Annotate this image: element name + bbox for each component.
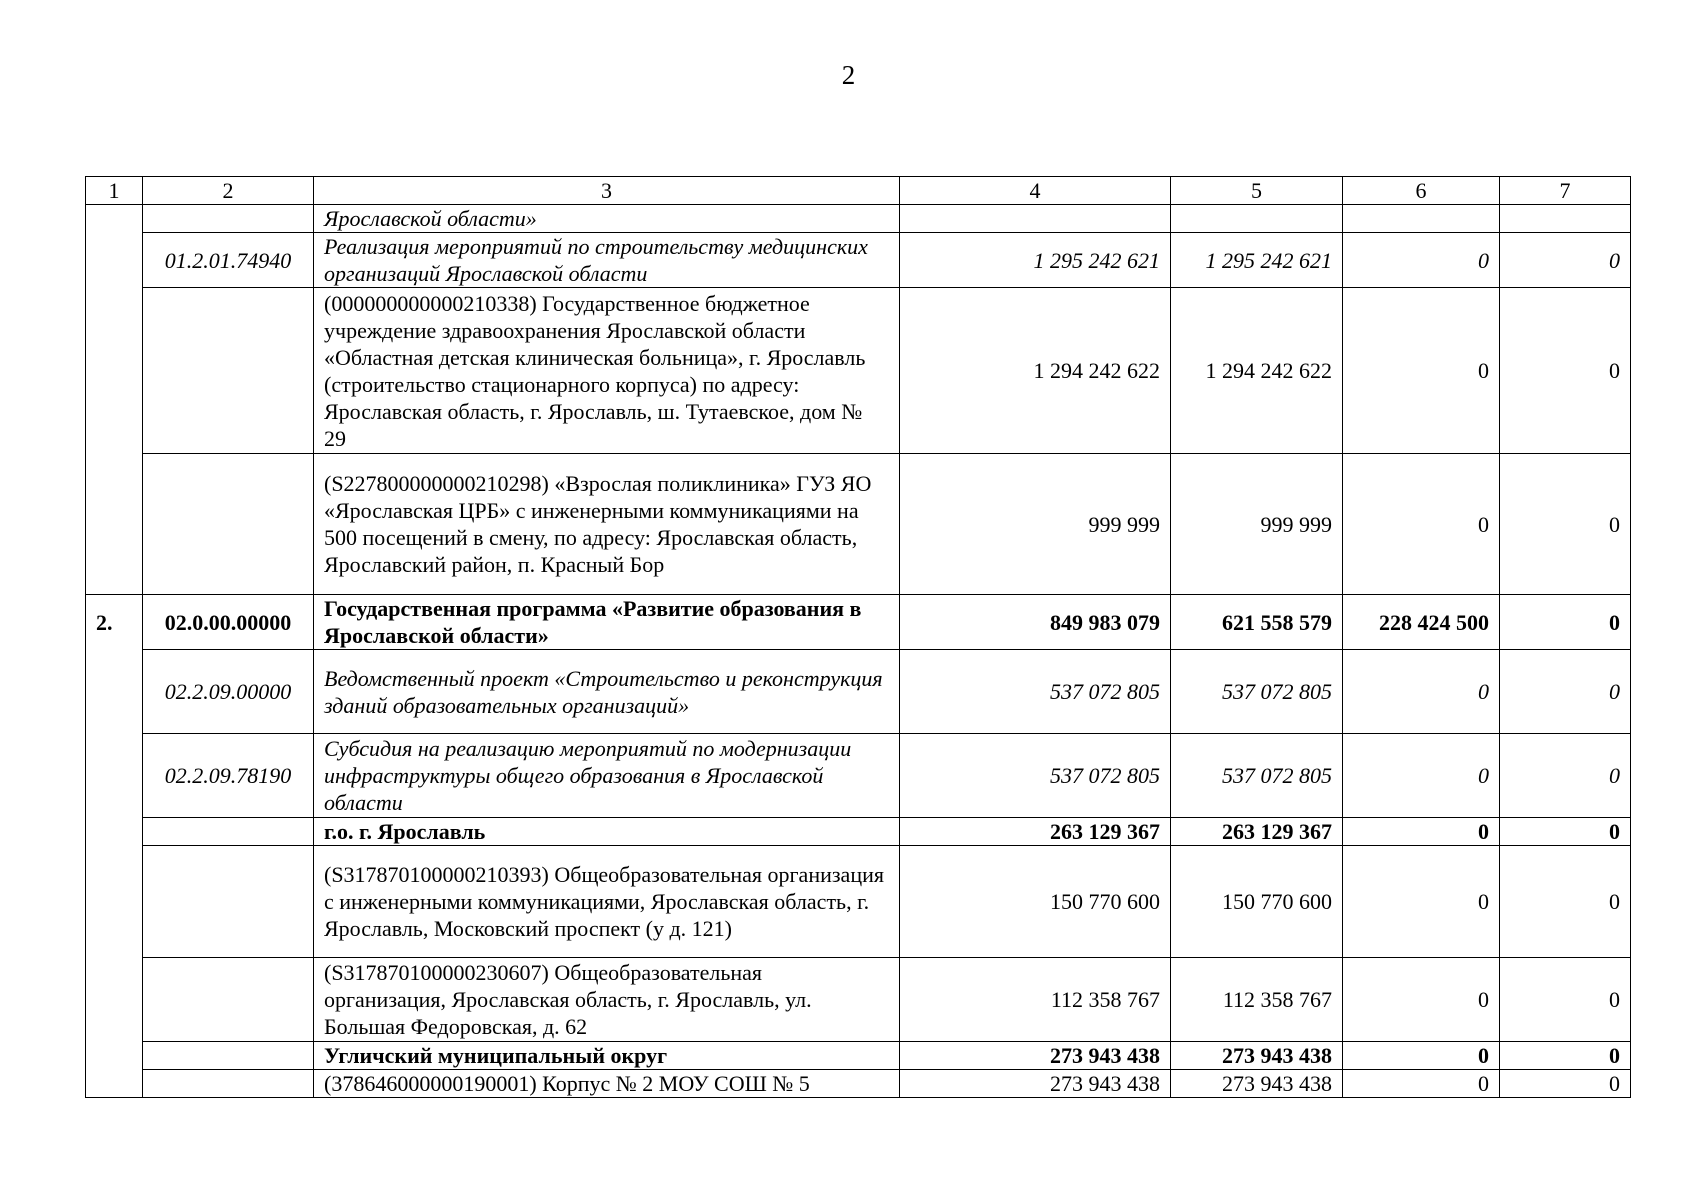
value-col6: 0 <box>1343 1042 1500 1070</box>
table-row <box>86 846 1631 958</box>
table-row <box>86 454 1631 595</box>
header-cell-3: 3 <box>314 177 900 205</box>
value-col5: 112 358 767 <box>1171 958 1343 1042</box>
value-col5: 537 072 805 <box>1171 734 1343 818</box>
value-col5: 273 943 438 <box>1171 1070 1343 1098</box>
value-col6 <box>1343 205 1500 233</box>
value-col5 <box>1171 205 1343 233</box>
table-row <box>86 734 1631 818</box>
row-number-cell <box>86 288 143 454</box>
code-cell <box>143 958 314 1042</box>
value-col5: 1 294 242 622 <box>1171 288 1343 454</box>
name-cell: (S317870100000210393) Общеобразовательная организация с инженерными коммуникациями, Ярославская область, г. Ярославль, Московский проспект (у д. 121) <box>314 846 900 958</box>
header-cell-4: 4 <box>900 177 1171 205</box>
code-cell <box>143 454 314 595</box>
value-col6: 0 <box>1343 288 1500 454</box>
code-cell <box>143 818 314 846</box>
table-row <box>86 205 1631 233</box>
table-row <box>86 1070 1631 1098</box>
value-col6: 0 <box>1343 958 1500 1042</box>
name-cell: (000000000000210338) Государственное бюджетное учреждение здравоохранения Ярославской области «Областная детская клиническая больница», г. Ярославль (строительство стационарного корпуса) по адресу: Ярославская область, г. Ярославль, ш. Тутаевское, дом № 29 <box>314 288 900 454</box>
budget-table <box>85 176 1631 1098</box>
value-col5: 999 999 <box>1171 454 1343 595</box>
value-col7 <box>1500 205 1631 233</box>
value-col7: 0 <box>1500 595 1631 650</box>
value-col5: 150 770 600 <box>1171 846 1343 958</box>
row-number-cell <box>86 1070 143 1098</box>
table-row <box>86 288 1631 454</box>
value-col7: 0 <box>1500 958 1631 1042</box>
row-number-cell <box>86 205 143 233</box>
code-cell: 01.2.01.74940 <box>143 233 314 288</box>
value-col4: 1 294 242 622 <box>900 288 1171 454</box>
header-cell-5: 5 <box>1171 177 1343 205</box>
name-cell: Субсидия на реализацию мероприятий по модернизации инфраструктуры общего образования в Ярославской области <box>314 734 900 818</box>
value-col5: 621 558 579 <box>1171 595 1343 650</box>
value-col7: 0 <box>1500 233 1631 288</box>
value-col5: 263 129 367 <box>1171 818 1343 846</box>
name-cell: Ярославской области» <box>314 205 900 233</box>
name-cell: (378646000000190001) Корпус № 2 МОУ СОШ № 5 <box>314 1070 900 1098</box>
value-col6: 0 <box>1343 454 1500 595</box>
value-col6: 0 <box>1343 233 1500 288</box>
header-cell-1: 1 <box>86 177 143 205</box>
row-number-cell <box>86 846 143 958</box>
value-col6: 0 <box>1343 846 1500 958</box>
value-col6: 0 <box>1343 818 1500 846</box>
value-col4: 1 295 242 621 <box>900 233 1171 288</box>
value-col7: 0 <box>1500 818 1631 846</box>
value-col7: 0 <box>1500 1042 1631 1070</box>
value-col4: 849 983 079 <box>900 595 1171 650</box>
value-col4: 537 072 805 <box>900 734 1171 818</box>
value-col7: 0 <box>1500 288 1631 454</box>
header-row <box>86 177 1631 205</box>
value-col7: 0 <box>1500 454 1631 595</box>
value-col5: 537 072 805 <box>1171 650 1343 734</box>
table-row <box>86 1042 1631 1070</box>
value-col4: 537 072 805 <box>900 650 1171 734</box>
value-col6: 228 424 500 <box>1343 595 1500 650</box>
code-cell <box>143 288 314 454</box>
name-cell: Реализация мероприятий по строительству медицинских организаций Ярославской области <box>314 233 900 288</box>
name-cell: (S227800000000210298) «Взрослая поликлиника» ГУЗ ЯО «Ярославская ЦРБ» с инженерными коммуникациями на 500 посещений в смену, по адресу: Ярославская область, Ярославский район, п. Красный Бор <box>314 454 900 595</box>
code-cell: 02.0.00.00000 <box>143 595 314 650</box>
table-row <box>86 818 1631 846</box>
row-number-cell <box>86 734 143 818</box>
row-number-cell <box>86 818 143 846</box>
table-row <box>86 958 1631 1042</box>
row-number-cell <box>86 233 143 288</box>
value-col4: 263 129 367 <box>900 818 1171 846</box>
row-number-cell <box>86 1042 143 1070</box>
page-number: 2 <box>841 60 856 90</box>
table-row <box>86 233 1631 288</box>
code-cell <box>143 1042 314 1070</box>
value-col4: 273 943 438 <box>900 1042 1171 1070</box>
table-row <box>86 595 1631 650</box>
name-cell: г.о. г. Ярославль <box>314 818 900 846</box>
name-cell: Государственная программа «Развитие образования в Ярославской области» <box>314 595 900 650</box>
value-col7: 0 <box>1500 650 1631 734</box>
value-col7: 0 <box>1500 734 1631 818</box>
value-col5: 273 943 438 <box>1171 1042 1343 1070</box>
code-cell <box>143 1070 314 1098</box>
row-number-cell <box>86 454 143 595</box>
value-col4: 150 770 600 <box>900 846 1171 958</box>
value-col6: 0 <box>1343 650 1500 734</box>
header-cell-6: 6 <box>1343 177 1500 205</box>
name-cell: (S317870100000230607) Общеобразовательная организация, Ярославская область, г. Ярославль, ул. Большая Федоровская, д. 62 <box>314 958 900 1042</box>
code-cell <box>143 846 314 958</box>
code-cell <box>143 205 314 233</box>
header-cell-2: 2 <box>143 177 314 205</box>
code-cell: 02.2.09.78190 <box>143 734 314 818</box>
value-col4: 273 943 438 <box>900 1070 1171 1098</box>
header-cell-7: 7 <box>1500 177 1631 205</box>
name-cell: Ведомственный проект «Строительство и реконструкция зданий образовательных организаций» <box>314 650 900 734</box>
value-col7: 0 <box>1500 1070 1631 1098</box>
value-col6: 0 <box>1343 1070 1500 1098</box>
value-col7: 0 <box>1500 846 1631 958</box>
value-col6: 0 <box>1343 734 1500 818</box>
value-col4: 112 358 767 <box>900 958 1171 1042</box>
value-col5: 1 295 242 621 <box>1171 233 1343 288</box>
row-number-cell: 2. <box>86 595 143 650</box>
value-col4: 999 999 <box>900 454 1171 595</box>
value-col4 <box>900 205 1171 233</box>
table-row <box>86 650 1631 734</box>
code-cell: 02.2.09.00000 <box>143 650 314 734</box>
name-cell: Угличский муниципальный округ <box>314 1042 900 1070</box>
row-number-cell <box>86 958 143 1042</box>
row-number-cell <box>86 650 143 734</box>
